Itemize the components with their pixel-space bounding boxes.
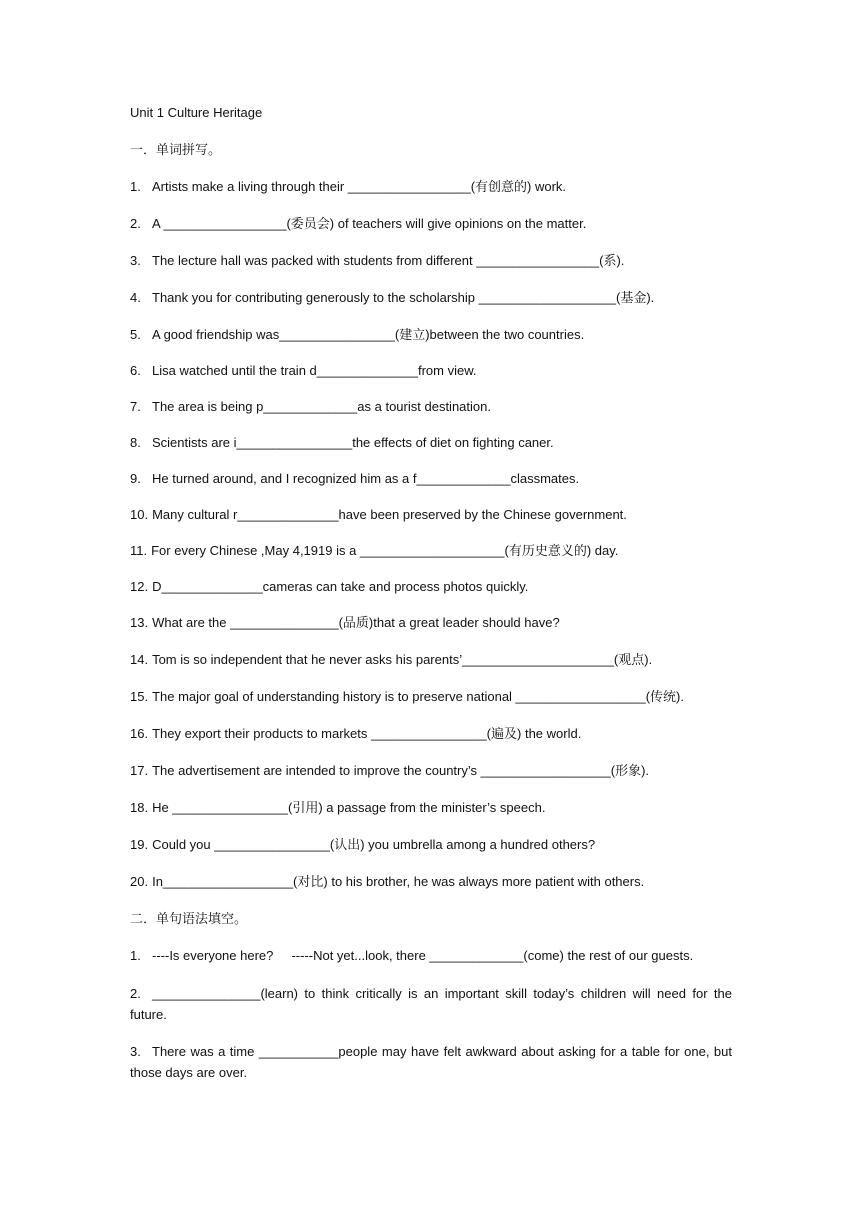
question-text: _______________(learn) to think critically is an important skill today’s children will need for the future. [130, 986, 732, 1022]
question-number: 5. [130, 327, 141, 342]
question-number: 3. [130, 253, 141, 268]
question-text: For every Chinese ,May 4,1919 is a ____________________(有历史意义的) day. [151, 543, 619, 558]
question-number: 9. [130, 471, 141, 486]
s1-question-15 [130, 688, 732, 706]
question-number: 17. [130, 763, 149, 778]
question-number: 6. [130, 363, 141, 378]
word-spelling-list [130, 178, 732, 891]
question-text: Scientists are i________________the effects of diet on fighting caner. [152, 435, 554, 450]
question-text: Artists make a living through their _________________(有创意的) work. [152, 179, 567, 194]
s1-question-9 [130, 470, 732, 488]
s1-question-19 [130, 836, 732, 854]
s1-question-18 [130, 799, 732, 817]
question-text: D______________cameras can take and process photos quickly. [152, 579, 529, 594]
question-text: They export their products to markets ________________(遍及) the world. [152, 726, 582, 741]
question-number: 2. [130, 986, 141, 1001]
question-number: 15. [130, 689, 149, 704]
question-text: Many cultural r______________have been preserved by the Chinese government. [152, 507, 627, 522]
question-number: 13. [130, 615, 149, 630]
question-text: What are the _______________(品质)that a great leader should have? [152, 615, 560, 630]
s1-question-3 [130, 252, 732, 270]
question-number: 2. [130, 216, 141, 231]
s1-question-11 [130, 542, 732, 560]
question-text: The major goal of understanding history is to preserve national __________________(传统). [152, 689, 684, 704]
question-number: 19. [130, 837, 149, 852]
question-number: 10. [130, 507, 149, 522]
s1-question-12 [130, 578, 732, 596]
question-text: Thank you for contributing generously to the scholarship ___________________(基金). [152, 290, 655, 305]
question-number: 7. [130, 399, 141, 414]
section2-heading: 二．单句语法填空。 [130, 911, 248, 926]
question-number: 1. [130, 179, 141, 194]
question-number: 20. [130, 874, 149, 889]
s2-question-2 [130, 983, 732, 1025]
question-number: 14. [130, 652, 149, 667]
s1-question-7 [130, 398, 732, 416]
question-text: The area is being p_____________as a tourist destination. [152, 399, 491, 414]
grammar-fill-list [130, 947, 732, 1083]
question-text: Could you ________________(认出) you umbrella among a hundred others? [152, 837, 596, 852]
question-number: 8. [130, 435, 141, 450]
s1-question-2 [130, 215, 732, 233]
question-text: Tom is so independent that he never asks his parents’_____________________(观点). [152, 652, 653, 667]
question-number: 4. [130, 290, 141, 305]
question-number: 3. [130, 1044, 141, 1059]
s2-question-3 [130, 1041, 732, 1083]
question-text: The advertisement are intended to improve the country’s __________________(形象). [152, 763, 650, 778]
question-number: 12. [130, 579, 149, 594]
s1-question-8 [130, 434, 732, 452]
question-number: 16. [130, 726, 149, 741]
s1-question-17 [130, 762, 732, 780]
question-text: ----Is everyone here? -----Not yet...look, there _____________(come) the rest of our guests. [152, 948, 694, 963]
question-text: Lisa watched until the train d______________from view. [152, 363, 477, 378]
question-number: 18. [130, 800, 149, 815]
s1-question-13 [130, 614, 732, 632]
question-text: He turned around, and I recognized him as a f_____________classmates. [152, 471, 580, 486]
question-text: In__________________(对比) to his brother, he was always more patient with others. [152, 874, 645, 889]
question-number: 1. [130, 948, 141, 963]
document-content [130, 104, 732, 1099]
s1-question-16 [130, 725, 732, 743]
s1-question-5 [130, 326, 732, 344]
s1-question-1 [130, 178, 732, 196]
s1-question-14 [130, 651, 732, 669]
document-title: Unit 1 Culture Heritage [130, 105, 263, 120]
question-text: A _________________(委员会) of teachers will give opinions on the matter. [152, 216, 587, 231]
question-text: The lecture hall was packed with students from different _________________(系). [152, 253, 625, 268]
question-text: He ________________(引用) a passage from the minister’s speech. [152, 800, 546, 815]
s1-question-4 [130, 289, 732, 307]
question-text: There was a time ___________people may have felt awkward about asking for a table for one, but those days are over. [130, 1044, 732, 1080]
section1-heading: 一．单词拼写。 [130, 142, 222, 157]
s1-question-10 [130, 506, 732, 524]
question-number: 11. [130, 543, 148, 558]
s2-question-1 [130, 947, 732, 965]
question-text: A good friendship was________________(建立)between the two countries. [152, 327, 585, 342]
s1-question-6 [130, 362, 732, 380]
s1-question-20 [130, 873, 732, 891]
